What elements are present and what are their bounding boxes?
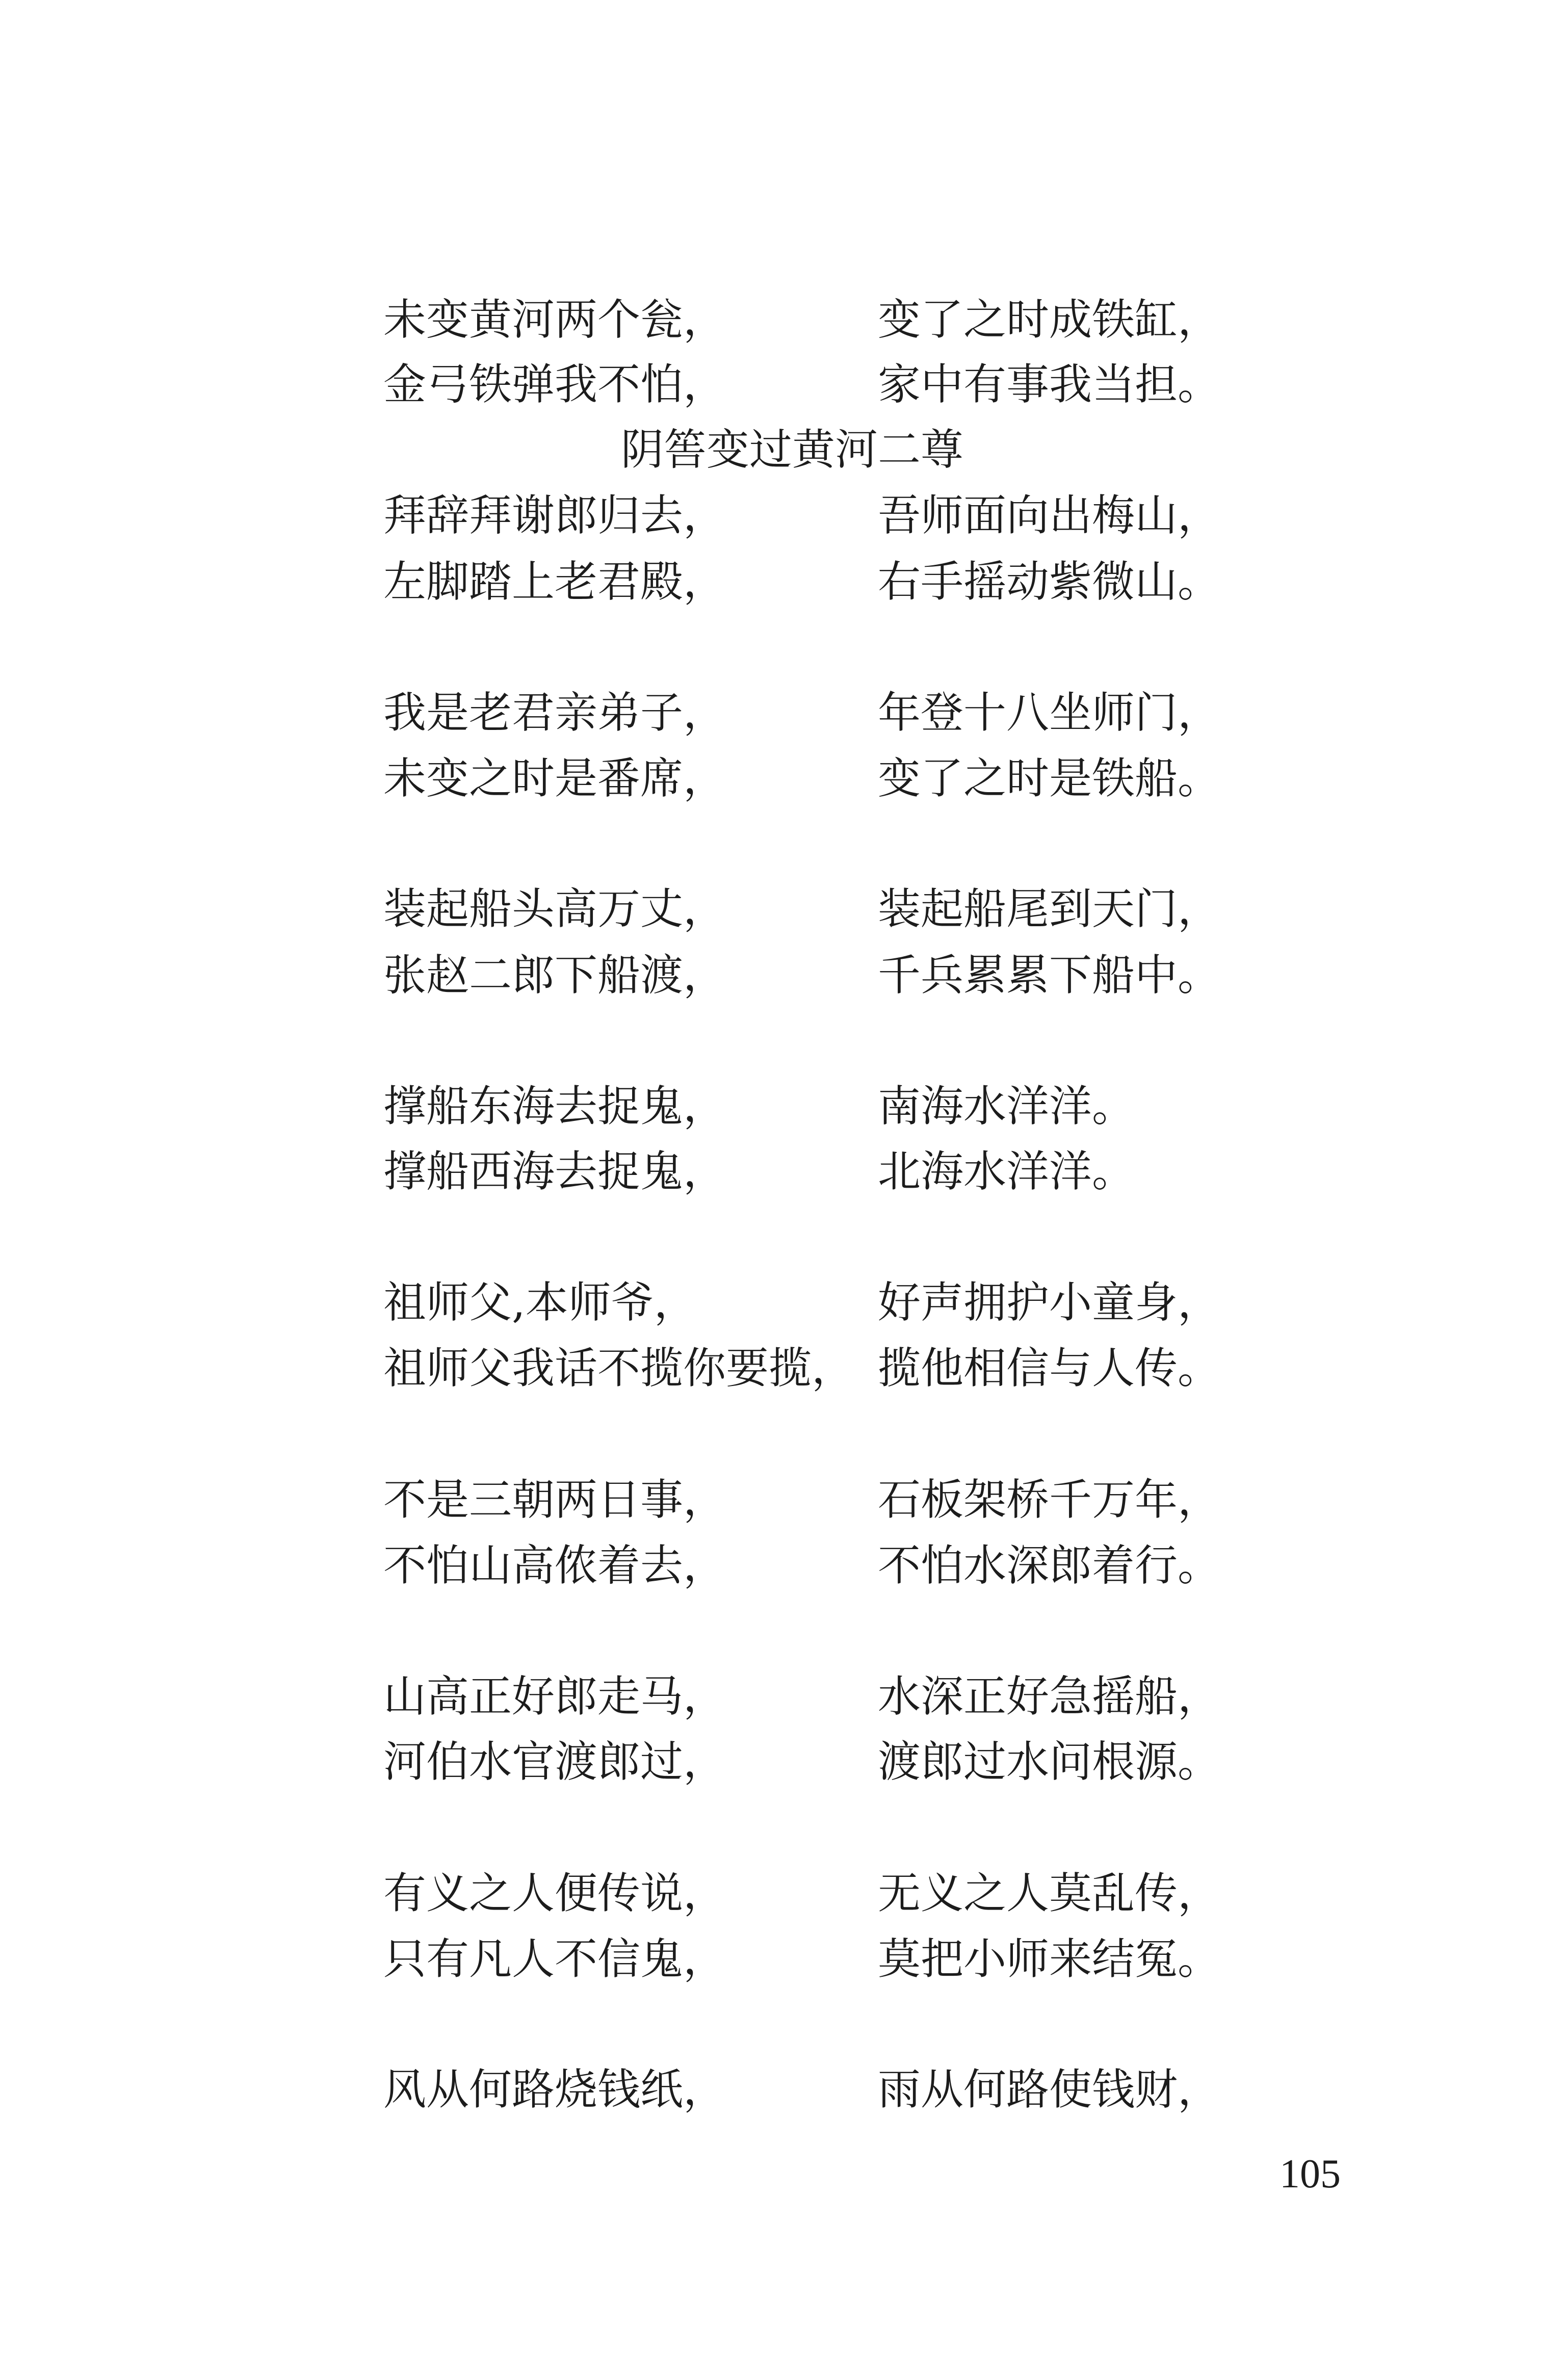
verse-line-left: 不是三朝两日事，	[383, 1475, 726, 1525]
verse-line-left: 未变黄河两个瓮，	[383, 295, 726, 345]
verse-line-right: 变了之时是铁船。	[878, 753, 1221, 803]
verse-line-right: 不怕水深郎着行。	[878, 1540, 1221, 1590]
verse-line-right: 南海水洋洋。	[878, 1081, 1135, 1131]
verse-line-left: 不怕山高侬着去，	[383, 1540, 726, 1590]
verse-line-right: 水深正好急摇船，	[878, 1671, 1221, 1721]
verse-line-right: 莫把小师来结冤。	[878, 1934, 1221, 1984]
verse-line-left: 金弓铁弹我不怕，	[383, 359, 726, 409]
verse-line-left: 祖师父我话不揽你要揽，	[383, 1343, 855, 1393]
verse-line-left: 只有凡人不信鬼，	[383, 1934, 726, 1984]
verse-line-right: 变了之时成铁缸，	[878, 295, 1221, 345]
verse-line-left: 山高正好郎走马，	[383, 1671, 726, 1721]
verse-line-left: 拜辞拜谢郎归去，	[383, 490, 726, 540]
verse-line-left: 祖师父,本师爷，	[383, 1277, 697, 1327]
verse-line-right: 揽他相信与人传。	[878, 1343, 1221, 1393]
verse-line-right: 装起船尾到天门，	[878, 884, 1221, 934]
verse-line-right: 石板架桥千万年，	[878, 1475, 1221, 1525]
verse-line-left: 风从何路烧钱纸，	[383, 2064, 726, 2114]
page-number: 105	[1280, 2152, 1341, 2196]
verse-line-right: 千兵累累下船中。	[878, 950, 1221, 1000]
verse-line-left: 未变之时是番席，	[383, 753, 726, 803]
verse-line-right: 北海水洋洋。	[878, 1146, 1135, 1196]
verse-line-left: 装起船头高万丈，	[383, 884, 726, 934]
verse-line-right: 右手摇动紫微山。	[878, 557, 1221, 607]
verse-line-right: 吾师面向出梅山，	[878, 490, 1221, 540]
verse-line-left: 张赵二郎下船渡，	[383, 950, 726, 1000]
verse-line-right: 年登十八坐师门，	[878, 688, 1221, 738]
verse-line-left: 我是老君亲弟子，	[383, 688, 726, 738]
verse-line-right: 无义之人莫乱传，	[878, 1868, 1221, 1918]
verse-line-left: 撑船西海去捉鬼，	[383, 1146, 726, 1196]
verse-line-left: 有义之人便传说，	[383, 1868, 726, 1918]
verse-line-left: 河伯水官渡郎过，	[383, 1737, 726, 1787]
verse-line-left: 撑船东海去捉鬼，	[383, 1081, 726, 1131]
verse-line-right: 好声拥护小童身，	[878, 1277, 1221, 1327]
verse-line-right: 渡郎过水问根源。	[878, 1737, 1221, 1787]
verse-line-left: 左脚踏上老君殿，	[383, 557, 726, 607]
verse-line-right: 雨从何路使钱财，	[878, 2064, 1221, 2114]
verse-line-right: 家中有事我当担。	[878, 359, 1221, 409]
section-heading: 阴筶变过黄河二尊	[621, 425, 964, 475]
